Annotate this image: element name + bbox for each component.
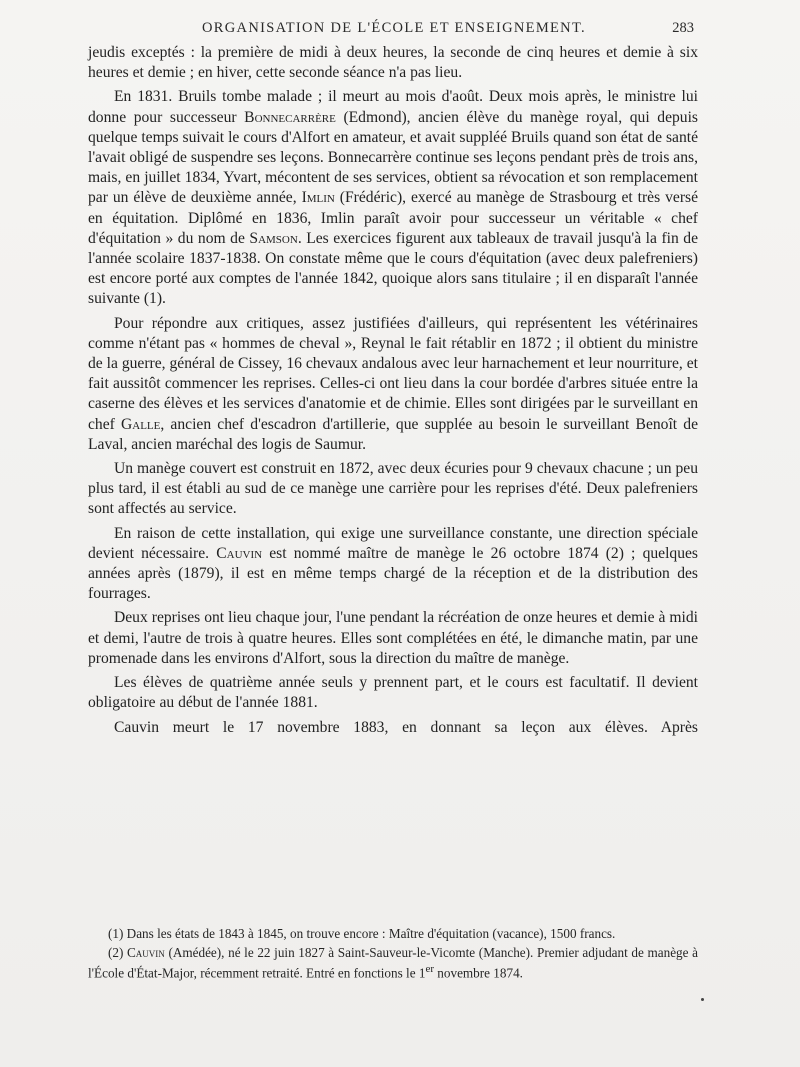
text-run: Pour répondre aux critiques, assez justifiées d'ailleurs, qui représentent les vétérinaires comme n'étant pas « hommes de cheval », Reynal le fait rétablir en 1872 ; il obtient du ministre de la guerre, général de Cissey, 16 chevaux andalous avec leur harnachement et leur nourriture, et fait aussitôt commencer les reprises. Celles-ci ont lieu dans la cour bordée d'arbres située entre la caserne des élèves et les services d'anatomie et de chimie. Elles sont dirigées par le surveillant en chef — [88, 314, 698, 433]
text-run: , ancien chef d'escadron d'artillerie, que supplée au besoin le surveillant Benoît de Laval, ancien maréchal des logis de Saumur. — [88, 415, 699, 453]
text-run: (2) — [108, 945, 128, 961]
running-title: ORGANISATION DE L'ÉCOLE ET ENSEIGNEMENT. — [202, 20, 586, 36]
paragraph-5 — [88, 524, 698, 605]
person-name: Samson — [249, 229, 298, 247]
footnote-2 — [88, 944, 698, 982]
person-name: Imlin — [301, 189, 335, 207]
text-run: novembre 1874. — [433, 965, 523, 981]
person-name: Cauvin — [216, 544, 263, 562]
text-run: En raison de cette installation, qui exige une surveillance constante, une direction spéciale devient nécessaire. — [88, 524, 698, 562]
text-run: (Frédéric), exercé au manège de Strasbourg et très versé en équitation. Diplômé en 1836, Imlin paraît avoir pour successeur un véritable « chef d'équitation » du nom de — [88, 189, 699, 247]
paragraph-4: Un manège couvert est construit en 1872, avec deux écuries pour 9 chevaux chacune ; un peu plus tard, il est établi au sud de ce manège une carrière pour les reprises d'été. Deux palefreniers sont affectés au service. — [88, 460, 698, 518]
paragraph-8: Cauvin meurt le 17 novembre 1883, en donnant sa leçon aux élèves. Après — [114, 718, 698, 736]
person-name: Bonnecarrère — [244, 108, 336, 126]
superscript: er — [425, 963, 434, 976]
text-run: (Edmond), ancien élève du manège royal, qui depuis quelque temps suivait le cours d'Alfort en amateur, et avait suppléé Bruils quand son état de santé l'avait obligé de suspendre ses leçons. Bonnecarrère continue ses leçons pendant près de trois ans, mais, en juillet 1834, Yvart, mécontent de ses services, obtient sa révocation et son remplacement par un élève de deuxième année, — [88, 108, 698, 207]
text-run: est nommé maître de manège le 26 octobre 1874 (2) ; quelques années après (1879), il est en même temps chargé de la réception et de la distribution des fourrages. — [88, 544, 698, 603]
paragraph-6: Deux reprises ont lieu chaque jour, l'une pendant la récréation de onze heures et demie à midi et demi, l'autre de trois à quatre heures. Elles sont complétées en été, le dimanche matin, par une promenade dans les environs d'Alfort, sous la direction du maître de manège. — [88, 609, 698, 667]
text-run: . Les exercices figurent aux tableaux de travail jusqu'à la fin de l'année scolaire 1837-1838. On constate même que le cours d'équitation (avec deux palefreniers) est encore porté aux comptes de l'année 1842, quoique alors sans titulaire ; il en disparaît l'année suivante (1). — [88, 229, 698, 308]
text-run: (Amédée), né le 22 juin 1827 à Saint-Sauveur-le-Vicomte (Manche). Premier adjudant de manège à l'École d'État-Major, récemment retraité. Entré en fonctions le 1 — [88, 945, 698, 981]
person-name: Galle — [121, 415, 161, 433]
body-text — [88, 43, 698, 738]
paragraph-1: jeudis exceptés : la première de midi à deux heures, la seconde de cinq heures et demie à six heures et demie ; en hiver, cette seconde séance n'a pas lieu. — [88, 44, 698, 82]
paragraph-2 — [88, 87, 698, 309]
paragraph-3 — [88, 314, 698, 455]
text-run: En 1831. Bruils tombe malade ; il meurt au mois d'août. Deux mois après, le ministre lui donne pour successeur — [88, 88, 698, 126]
page-number: 283 — [672, 20, 694, 36]
footnotes — [88, 925, 698, 984]
footnote-1: (1) Dans les états de 1843 à 1845, on trouve encore : Maître d'équitation (vacance), 1500 francs. — [108, 926, 616, 941]
ink-speck — [701, 998, 704, 1001]
person-name: Cauvin — [127, 945, 165, 961]
paragraph-7: Les élèves de quatrième année seuls y prennent part, et le cours est facultatif. Il devient obligatoire au début de l'année 1881. — [88, 674, 698, 712]
